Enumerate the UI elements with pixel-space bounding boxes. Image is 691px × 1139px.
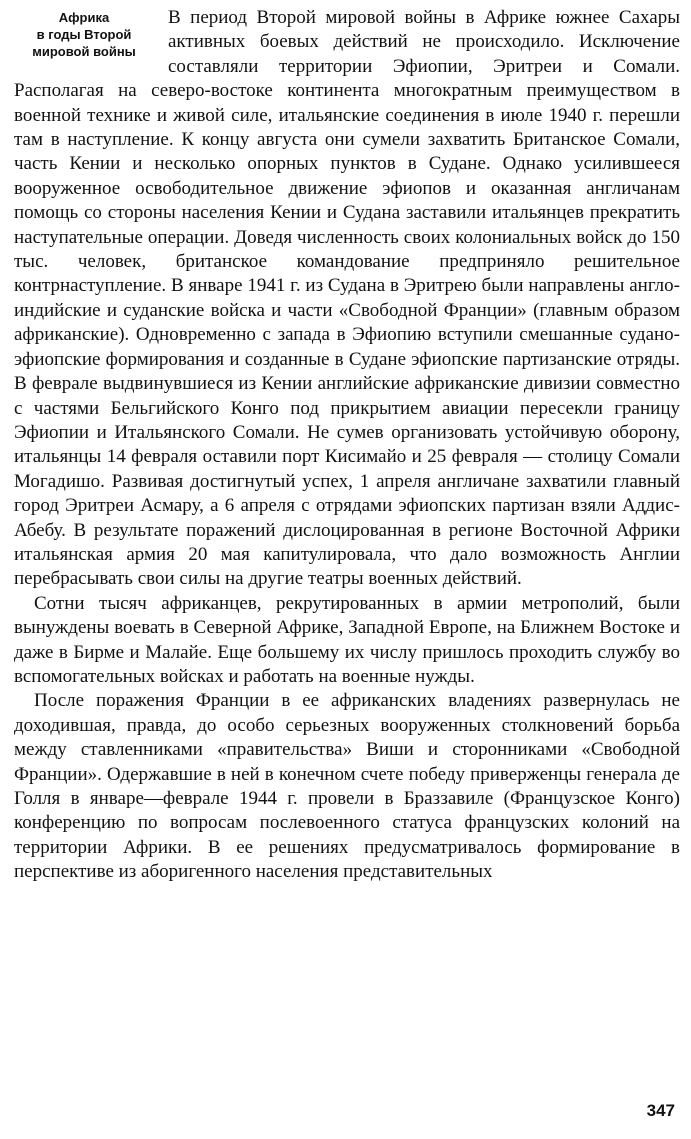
sidenote-line-3: мировой войны [32,44,136,59]
paragraph-3: После поражения Франции в ее африканских владениях развернулась не доходившая, правда, до особо серьезных вооруженных столкновений борьба между ставленниками «правительства» Виши и сторонниками «Свободной Франции». Одержавшие в ней в конечном счете победу приверженцы генерала де Голля в январе—феврале 1944 г. провели в Браззавиле (Французское Конго) конференцию по вопросам послевоенного статуса французских колоний на территории Африки. В ее решениях предусматривалось формирование в перспективе из аборигенного населения представительных [14,690,680,883]
sidenote-line-1: Африка [58,10,110,25]
sidenote-line-2: в годы Второй [36,27,132,42]
page-number: 347 [646,1101,675,1120]
sidenote-heading [14,9,154,60]
paragraph-1: В период Второй мировой войны в Африке южнее Сахары активных боевых действий не происходило. Исключение составляли территории Эфиопии, Эритреи и Сомали. Располагая на северо-востоке континента многократным преимуществом в военной технике и живой силе, итальянские соединения в июле 1940 г. перешли там в наступление. К концу августа они сумели захватить Британское Сомали, часть Кении и несколько опорных пунктов в Судане. Однако усилившееся вооруженное освободительное движение эфиопов и оказанная англичанам помощь со стороны населения Кении и Судана заставили итальянцев прекратить наступательные операции. Доведя численность своих колониальных войск до 150 тыс. человек, британское командование предприняло решительное контрнаступление. В январе 1941 г. из Судана в Эритрею были направлены англо-индийские и суданские войска и части «Свободной Франции» (главным образом африканские). Одновременно с запада в Эфиопию вступили смешанные судано-эфиопские формирования и созданные в Судане эфиопские партизанские отряды. В феврале выдвинувшиеся из Кении английские африканские дивизии совместно с частями Бельгийского Конго под прикрытием авиации пересекли границу Эфиопии и Итальянского Сомали. Не сумев организовать устойчивую оборону, итальянцы 14 февраля оставили порт Кисимайо и 25 февраля — столицу Сомали Могадишо. Развивая достигнутый успех, 1 апреля англичане захватили главный город Эритреи Асмару, а 6 апреля с отрядами эфиопских партизан взяли Аддис-Абебу. В результате поражений дислоцированная в регионе Восточной Африки итальянская армия 20 мая капитулировала, что дало возможность Англии перебрасывать свои силы на другие театры военных действий. [14,7,680,590]
paragraph-2: Сотни тысяч африканцев, рекрутированных в армии метрополий, были вынуждены воевать в Северной Африке, Западной Европе, на Ближнем Востоке и даже в Бирме и Малайе. Еще большему их числу пришлось проходить службу во вспомогательных войсках и работать на военные нужды. [14,592,680,687]
page-body [14,6,680,885]
